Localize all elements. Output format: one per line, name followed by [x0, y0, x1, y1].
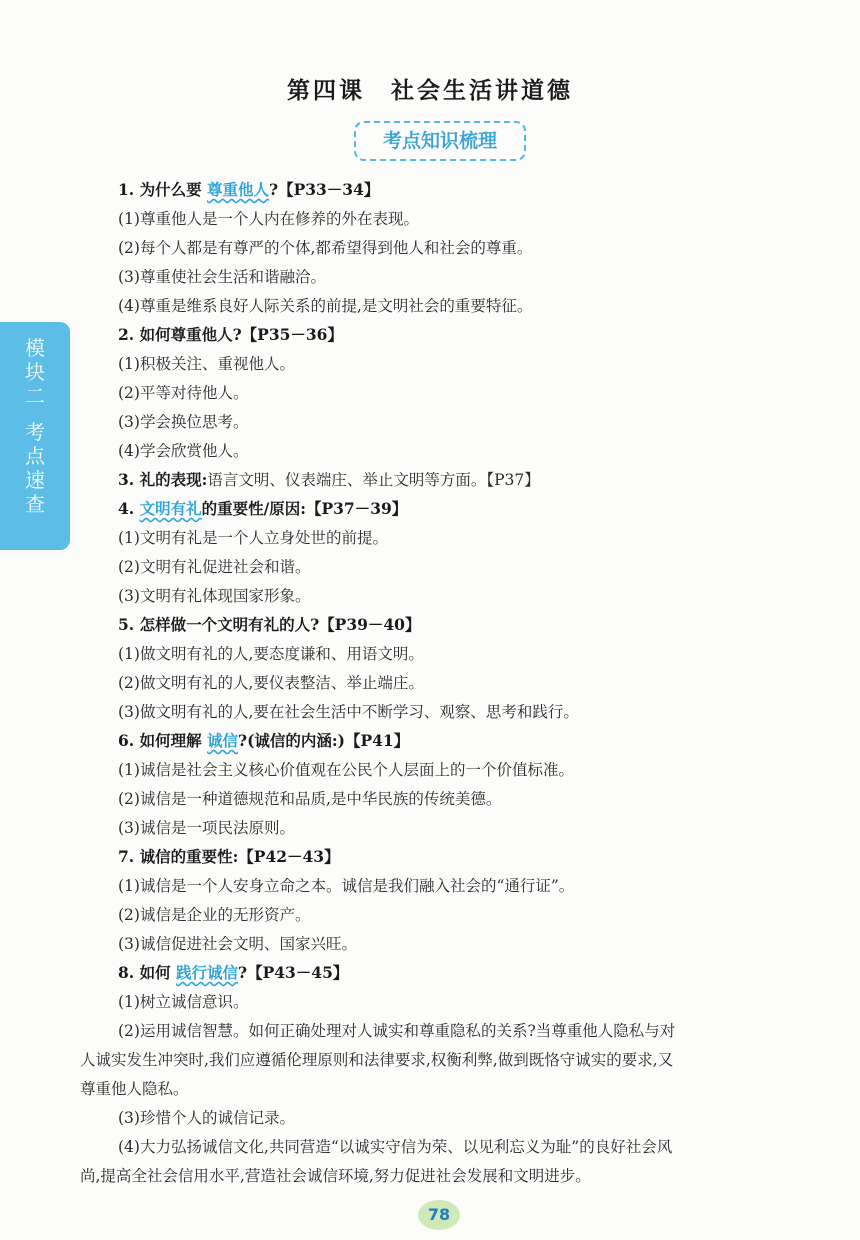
answer-2-1: (1)积极关注、重视他人。	[118, 355, 295, 373]
answer-6-1: (1)诚信是社会主义核心价值观在公民个人层面上的一个价值标准。	[118, 761, 574, 779]
answer-6-3: (3)诚信是一项民法原则。	[118, 819, 295, 837]
question-4-suffix: 的重要性/原因:【P37－39】	[201, 499, 408, 518]
answer-1-3: (3)尊重使社会生活和谐融洽。	[118, 268, 326, 286]
answer-7-3: (3)诚信促进社会文明、国家兴旺。	[118, 935, 357, 953]
question-6-highlight: 诚信	[206, 731, 238, 750]
side-tab-text	[20, 336, 50, 516]
question-6-prefix: 6. 如何理解	[118, 731, 207, 750]
question-1-highlight: 尊重他人	[206, 180, 269, 199]
question-6	[118, 730, 409, 752]
question-1-suffix: ?【P33－34】	[269, 180, 380, 199]
answer-7-1: (1)诚信是一个人安身立命之本。诚信是我们融入社会的“通行证”。	[118, 877, 575, 895]
answer-1-4: (4)尊重是维系良好人际关系的前提,是文明社会的重要特征。	[118, 297, 533, 315]
question-2: 2. 如何尊重他人?【P35－36】	[118, 325, 343, 344]
question-8-prefix: 8. 如何	[118, 963, 176, 982]
question-8-suffix: ?【P43－45】	[238, 963, 349, 982]
question-8	[118, 962, 348, 984]
answer-7-2: (2)诚信是企业的无形资产。	[118, 906, 311, 924]
lesson-title: 第四课 社会生活讲道德	[287, 77, 573, 104]
answer-4-1: (1)文明有礼是一个人立身处世的前提。	[118, 529, 388, 547]
answer-2-2: (2)平等对待他人。	[118, 384, 249, 402]
answer-8-1: (1)树立诚信意识。	[118, 993, 249, 1011]
question-4-highlight: 文明有礼	[139, 499, 202, 518]
answer-5-3: (3)做文明有礼的人,要在社会生活中不断学习、观察、思考和践行。	[118, 703, 579, 721]
question-1	[118, 179, 379, 201]
answer-5-2: (2)做文明有礼的人,要仪表整洁、举止端庄。	[118, 674, 424, 692]
answer-1-1: (1)尊重他人是一个人内在修养的外在表现。	[118, 210, 419, 228]
answer-8-4-line-2: 尚,提高全社会信用水平,营造社会诚信环境,努力促进社会发展和文明进步。	[80, 1167, 591, 1185]
answer-2-3: (3)学会换位思考。	[118, 413, 249, 431]
answer-1-2: (2)每个人都是有尊严的个体,都希望得到他人和社会的尊重。	[118, 239, 533, 257]
answer-6-2: (2)诚信是一种道德规范和品质,是中华民族的传统美德。	[118, 790, 502, 808]
answer-8-4-line-1: (4)大力弘扬诚信文化,共同营造“以诚实守信为荣、以见利忘义为耻”的良好社会风	[118, 1138, 673, 1156]
answer-8-2-line-3: 尊重他人隐私。	[80, 1080, 189, 1098]
question-3-text: 语言文明、仪表端庄、举止文明等方面。【P37】	[207, 471, 540, 489]
question-3-label: 3. 礼的表现:	[118, 470, 208, 489]
side-tab-module: 模块二	[25, 336, 45, 408]
answer-4-3: (3)文明有礼体现国家形象。	[118, 587, 311, 605]
answer-4-2: (2)文明有礼促进社会和谐。	[118, 558, 311, 576]
answer-2-4: (4)学会欣赏他人。	[118, 442, 249, 460]
question-4	[118, 498, 407, 520]
section-badge: 考点知识梳理	[354, 121, 526, 161]
question-1-prefix: 1. 为什么要	[118, 180, 207, 199]
question-5: 5. 怎样做一个文明有礼的人?【P39－40】	[118, 615, 421, 634]
page-number: 78	[418, 1200, 460, 1230]
answer-5-1: (1)做文明有礼的人,要态度谦和、用语文明。	[118, 645, 424, 663]
question-6-suffix: ?(诚信的内涵:)【P41】	[238, 731, 410, 750]
question-8-highlight: 践行诚信	[175, 963, 238, 982]
question-3	[118, 469, 540, 491]
question-7: 7. 诚信的重要性:【P42－43】	[118, 847, 340, 866]
side-tab-label: 考点速查	[25, 420, 45, 516]
answer-8-2-line-1: (2)运用诚信智慧。如何正确处理对人诚实和尊重隐私的关系?当尊重他人隐私与对	[118, 1022, 676, 1040]
answer-8-2-line-2: 人诚实发生冲突时,我们应遵循伦理原则和法律要求,权衡利弊,做到既恪守诚实的要求,又	[80, 1051, 674, 1069]
module-side-tab	[0, 322, 70, 550]
answer-8-3: (3)珍惜个人的诚信记录。	[118, 1109, 295, 1127]
question-4-prefix: 4.	[118, 499, 140, 518]
